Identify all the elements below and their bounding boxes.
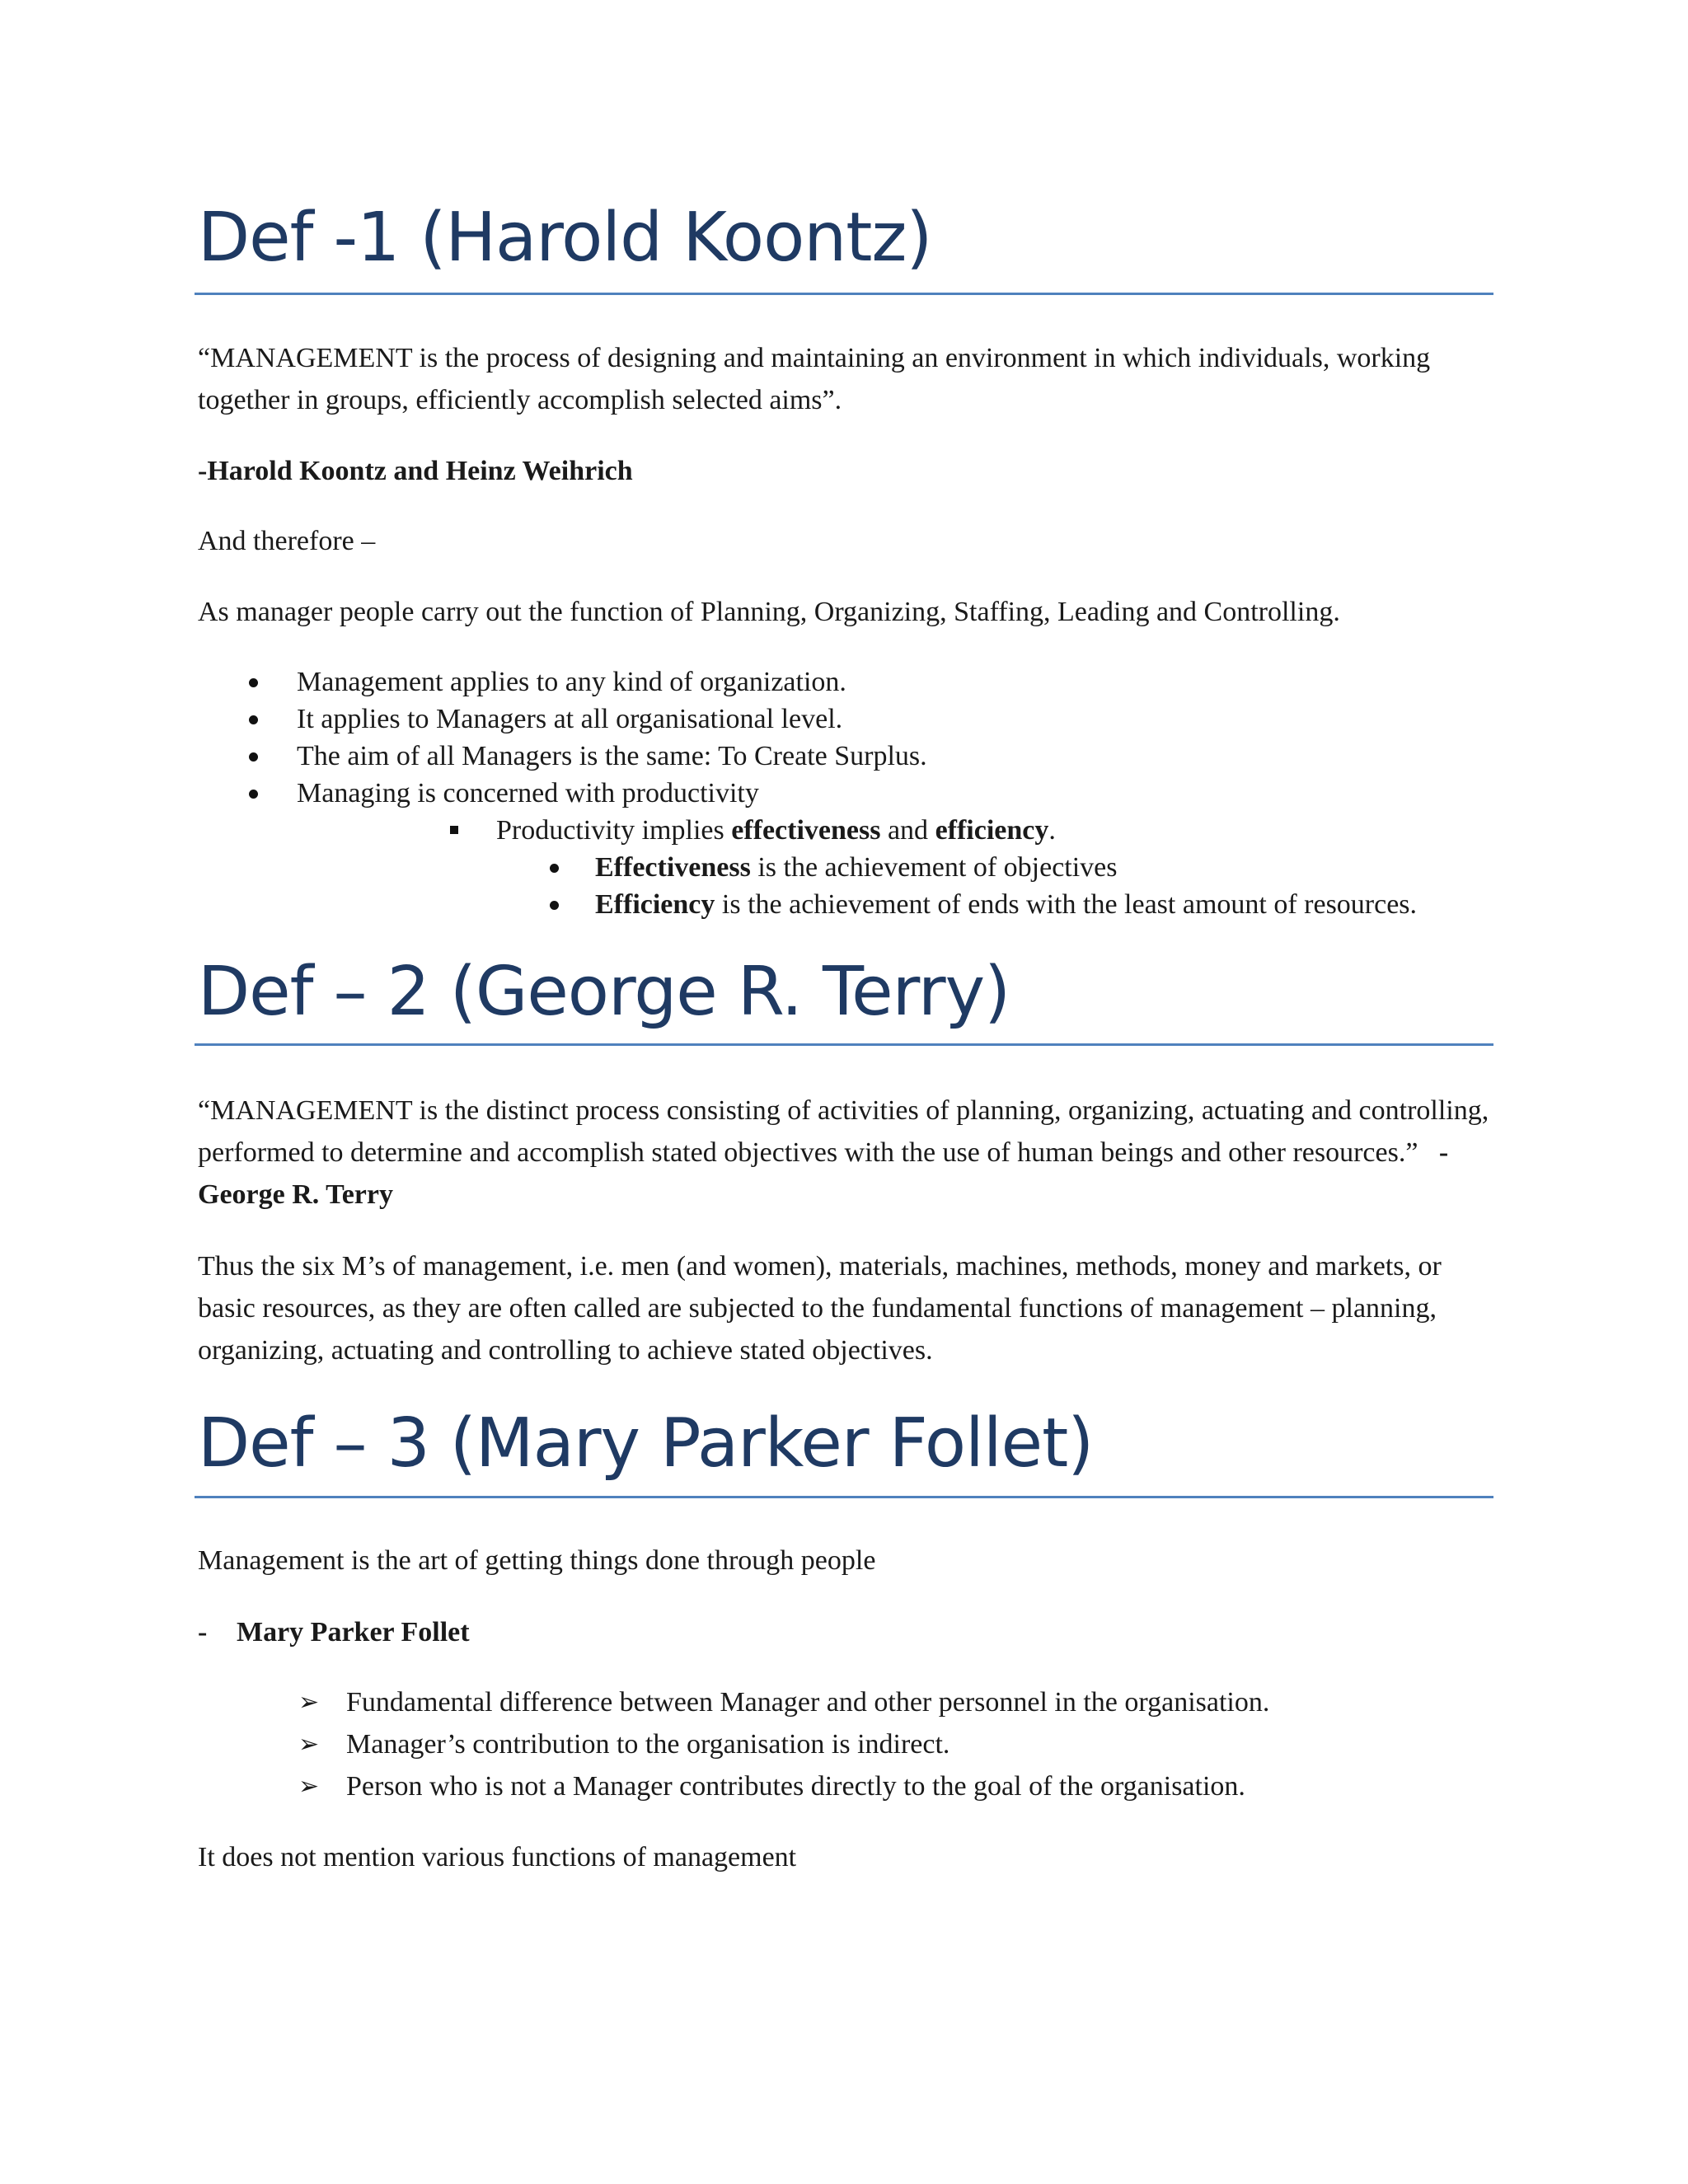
section-2-heading: Def – 2 (George R. Terry) [198, 953, 1010, 1031]
section-2-attribution: - George R. Terry [198, 1137, 1449, 1210]
bullet-icon [249, 678, 258, 687]
arrowhead-right-icon: ➢ [298, 1730, 320, 1759]
section-1-heading: Def -1 (Harold Koontz) [198, 199, 932, 277]
square-bullet-icon [450, 826, 458, 834]
document-page: Def -1 (Harold Koontz) “MANAGEMENT is the process of designing and maintaining an environment in which individuals, working together in groups, efficiently accomplish selected aims”. -Harold Koontz and Heinz Weihrich And therefore – As manager people carry out the function of Planning, Organizing, Staffing, Leading and Controlling. Management applies to any kind of organization. It applies to Managers at all organisational level. The aim of all Managers is the same: To Create Surplus. Managing is concerned with productivity Productivity implies effectiveness and efficiency. Effectiveness is the achievement of objectives Efficiency is the achievement of ends with the least amount of resources. Def – 2 (George R. Terry) “MANAGEMENT is the distinct process consisting of activities of planning, organizing, actuating and controlling, performed to determine and accomplish stated objectives with the use of human beings and other resources.” - George R. Terry Thus the six M’s of management, i.e. men (and women), materials, machines, methods, money and markets, or basic resources, as they are often called are subjected to the fundamental functions of management – planning, organizing, actuating and controlling to achieve stated objectives. Def – 3 (Mary Parker Follet) Management is the art of getting things done through people - Mary Parker Follet ➢ Fundamental difference between Manager and other personnel in the organisation. ➢ Manager’s contribution to the organisation is indirect. ➢ Person who is not a Manager contributes directly to the goal of the organisation. It does not mention various functions of management [0, 0, 1688, 2184]
section-3-heading: Def – 3 (Mary Parker Follet) [198, 1404, 1094, 1483]
section-2-rule [195, 1043, 1493, 1046]
section-1-attribution: -Harold Koontz and Heinz Weihrich [198, 456, 633, 486]
section-2-body: Thus the six M’s of management, i.e. men (and women), materials, machines, methods, money and markets, or basic resources, as they are often called are subjected to the fundamental functions of management – planning, organizing, actuating and controlling to achieve stated objectives. [198, 1251, 1442, 1366]
section-1-quote: “MANAGEMENT is the process of designing and maintaining an environment in which individuals, working together in groups, efficiently accomplish selected aims”. [198, 343, 1431, 415]
section-3-quote: Management is the art of getting things done through people [198, 1545, 876, 1576]
section-3-rule [195, 1496, 1493, 1498]
section-3-closing: It does not mention various functions of management [198, 1842, 797, 1872]
bullet-icon [550, 864, 559, 873]
bullet-icon [249, 752, 258, 762]
section-1-rule [195, 293, 1493, 295]
arrowhead-right-icon: ➢ [298, 1688, 320, 1717]
bullet-icon [550, 901, 559, 910]
bullet-icon [249, 790, 258, 799]
bullet-icon [249, 715, 258, 724]
section-2-quote: “MANAGEMENT is the distinct process consisting of activities of planning, organizing, actuating and controlling, performed to determine and accomplish stated objectives with the use of human beings and other resources.” - George R. Terry [198, 1095, 1489, 1210]
section-1-summary: As manager people carry out the function of Planning, Organizing, Staffing, Leading and Controlling. [198, 597, 1340, 627]
arrowhead-right-icon: ➢ [298, 1772, 320, 1801]
section-1-lead: And therefore – [198, 526, 376, 556]
